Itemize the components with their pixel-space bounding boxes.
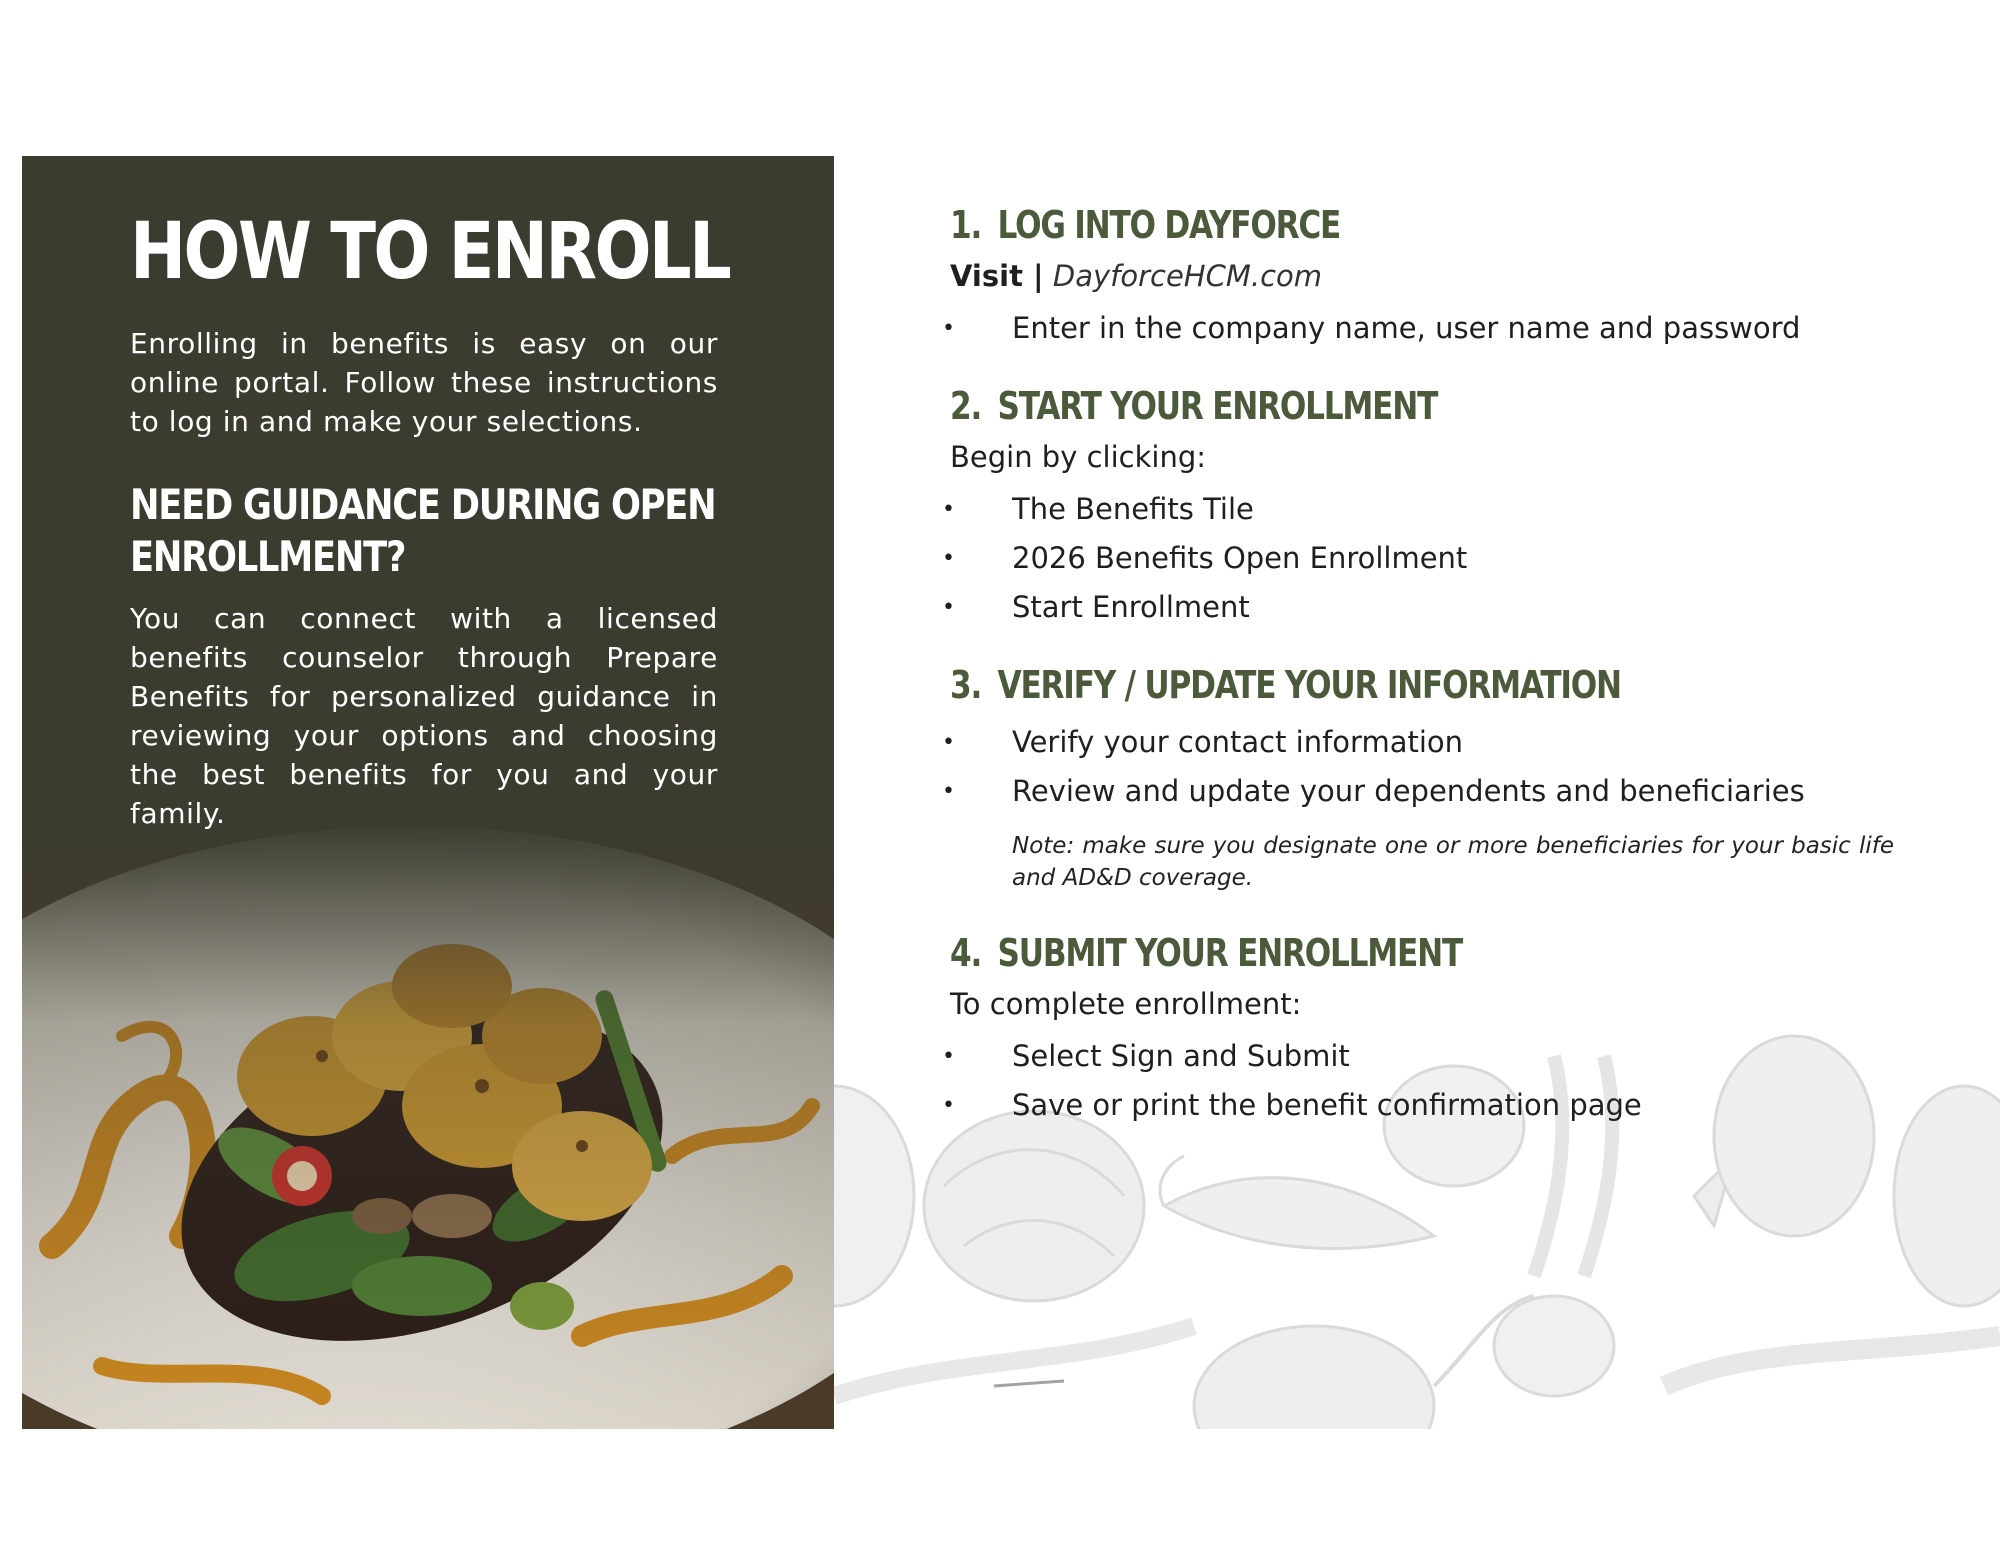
- visit-label: Visit |: [950, 259, 1044, 293]
- left-content: [130, 207, 730, 833]
- list-item-text: Save or print the benefit confirmation page: [1012, 1088, 1642, 1122]
- bullet-icon: •: [942, 546, 955, 571]
- step-heading: [950, 381, 1770, 431]
- step-title: SUBMIT YOUR ENROLLMENT: [997, 931, 1462, 975]
- intro-paragraph: Enrolling in benefits is easy on our online portal. Follow these instructions to log in and make your selections.: [130, 327, 718, 438]
- step-3: [942, 660, 1950, 894]
- enrollment-steps: [942, 200, 1950, 1130]
- step-title: LOG INTO DAYFORCE: [997, 203, 1341, 247]
- list-item-text: Start Enrollment: [1012, 590, 1250, 624]
- bullet-icon: •: [942, 1093, 955, 1118]
- list-item: [942, 767, 1950, 816]
- step-number: 4.: [950, 931, 982, 975]
- step-bullets: [942, 485, 1950, 632]
- visit-line: [950, 256, 1950, 296]
- step-intro: To complete enrollment:: [950, 987, 1302, 1021]
- dayforce-url-link[interactable]: DayforceHCM.com: [1052, 259, 1323, 293]
- step-heading: [950, 200, 1770, 250]
- guidance-paragraph: You can connect with a licensed benefits counselor through Prepare Benefits for personalized guidance in reviewing your options and choosing the best benefits for you and your family.: [130, 602, 718, 830]
- list-item: [942, 534, 1950, 583]
- step-number: 1.: [950, 203, 982, 247]
- step-title: START YOUR ENROLLMENT: [997, 384, 1438, 428]
- list-item: [942, 1081, 1950, 1130]
- step-bullets: [942, 718, 1950, 816]
- list-item-text: Review and update your dependents and beneficiaries: [1012, 774, 1805, 808]
- step-number: 3.: [950, 663, 982, 707]
- list-item-text: Enter in the company name, user name and password: [1012, 311, 1801, 345]
- list-item: [942, 304, 1950, 353]
- step-2: [942, 381, 1950, 632]
- step-title: VERIFY / UPDATE YOUR INFORMATION: [997, 663, 1621, 707]
- list-item: [942, 718, 1950, 767]
- list-item-text: Select Sign and Submit: [1012, 1039, 1350, 1073]
- bullet-icon: •: [942, 595, 955, 620]
- step-heading: [950, 928, 1770, 978]
- guidance-heading: NEED GUIDANCE DURING OPEN ENROLLMENT?: [130, 480, 716, 581]
- bullet-icon: •: [942, 779, 955, 804]
- list-item-text: The Benefits Tile: [1012, 492, 1254, 526]
- step-number: 2.: [950, 384, 982, 428]
- list-item: [942, 485, 1950, 534]
- step-1: [942, 200, 1950, 353]
- bullet-icon: •: [942, 730, 955, 755]
- list-item-text: 2026 Benefits Open Enrollment: [1012, 541, 1468, 575]
- list-item-text: Verify your contact information: [1012, 725, 1464, 759]
- step-heading: [950, 660, 1770, 710]
- list-item: [942, 583, 1950, 632]
- step-intro: Begin by clicking:: [950, 440, 1207, 474]
- list-item: [942, 1032, 1950, 1081]
- bullet-icon: •: [942, 497, 955, 522]
- left-panel: [22, 156, 834, 1429]
- beneficiary-note: Note: make sure you designate one or more beneficiaries for your basic life and AD&D coverage.: [1012, 833, 1894, 891]
- right-panel: [834, 156, 2000, 1429]
- page-title: HOW TO ENROLL: [130, 207, 730, 297]
- step-bullets: [942, 1032, 1950, 1130]
- bullet-icon: •: [942, 316, 955, 341]
- step-bullets: [942, 304, 1950, 353]
- step-4: [942, 928, 1950, 1130]
- bullet-icon: •: [942, 1044, 955, 1069]
